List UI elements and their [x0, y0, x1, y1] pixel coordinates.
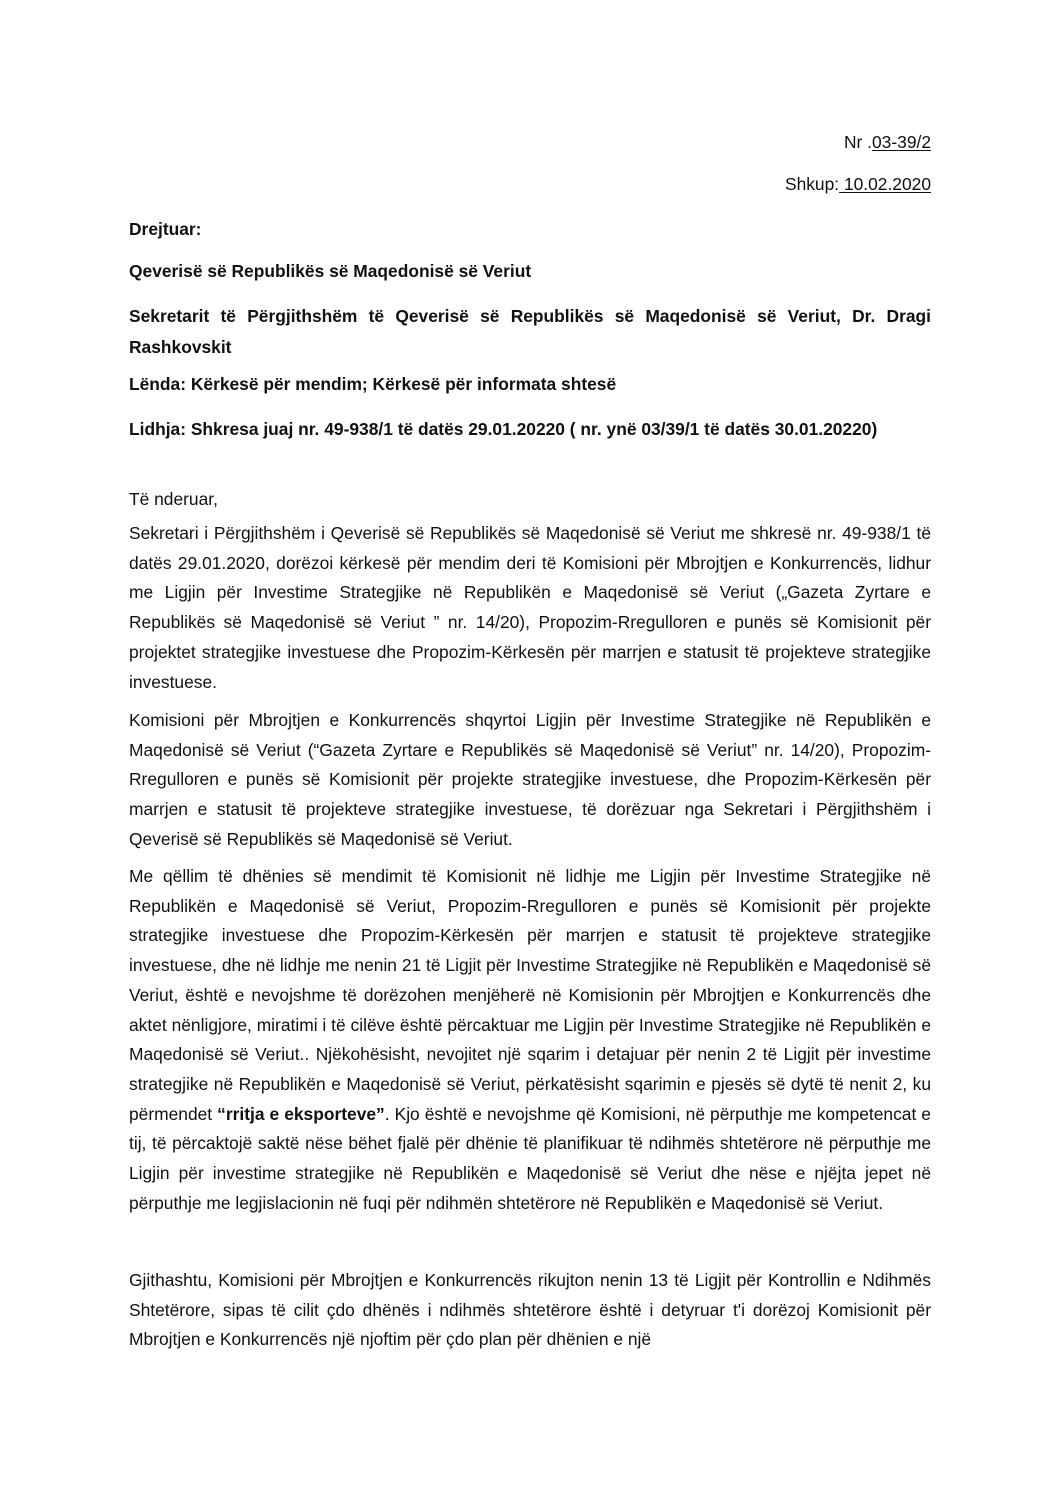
reference-line: Lidhja: Shkresa juaj nr. 49-938/1 të datës 29.01.20220 ( nr. ynë 03/39/1 të datës 30.01.20220)	[129, 419, 878, 439]
reference-number-value: 03-39/2	[872, 132, 931, 152]
body-paragraph-1: Sekretari i Përgjithshëm i Qeverisë së Republikës së Maqedonisë së Veriut me shkresë nr. 49-938/1 të datës 29.01.2020, dorëzoi kërkesë për mendim deri të Komisioni për Mbrojtjen e Konkurrencës, lidhur me Ligjin për Investime Strategjike në Republikën e Maqedonisë së Veriut („Gazeta Zyrtare e Republikës së Maqedonisë së Veriut ” nr. 14/20), Propozim-Rregulloren e punës së Komisionit për projektet strategjike investuese dhe Propozim-Kërkesën për marrjen e statusit të projekteve strategjike investuese.	[129, 523, 931, 692]
place-date	[785, 173, 931, 195]
addressee-label: Drejtuar:	[129, 219, 202, 239]
body-paragraph-3	[129, 862, 931, 1218]
place-label: Shkup:	[784, 174, 840, 194]
body-paragraph-3-text-end: . Kjo është e nevojshme që Komisioni, në përputhje me kompetencat e tij, të përcaktojë saktë nëse bëhet fjalë për dhënie të planifikuar të ndihmës shtetërore në përputhje me Ligjin për investime strategjike në Republikën e Maqedonisë së Veriut dhe nëse e njëjta jepet në përputhje me legjislacionin në fuqi për ndihmën shtetërore në Republikën e Maqedonisë së Veriut.	[129, 1103, 931, 1213]
addressee-secretary: Sekretarit të Përgjithshëm të Qeverisë së Republikës së Maqedonisë së Veriut, Dr. Dragi Rashkovskit	[129, 306, 931, 357]
greeting: Të nderuar,	[129, 489, 218, 509]
reference-number	[844, 131, 931, 153]
emphasized-quote: “rritja e eksporteve”	[217, 1103, 385, 1124]
letter-date: 10.02.2020	[839, 174, 931, 194]
subject-line: Lënda: Kërkesë për mendim; Kërkesë për informata shtesë	[129, 374, 617, 394]
addressee-government: Qeverisë së Republikës së Maqedonisë së Veriut	[129, 261, 532, 281]
body-paragraph-3-text-start: Me qëllim të dhënies së mendimit të Komisionit në lidhje me Ligjin për Investime Strategjike në Republikën e Maqedonisë së Veriut, Propozim-Rregulloren e punës së Komisionit për projekte strategjike investuese dhe Propozim-Kërkesën për marrjen e statusit të projekteve strategjike investuese, dhe në lidhje me nenin 21 të Ligjit për Investime Strategjike në Republikën e Maqedonisë së Veriut, është e nevojshme të dorëzohen menjëherë në Komisionin për Mbrojtjen e Konkurrencës dhe aktet nënligjore, miratimi i të cilëve është përcaktuar me Ligjin për Investime Strategjike në Republikën e Maqedonisë së Veriut.. Njëkohësisht, nevojitet një sqarim i detajuar për nenin 2 të Ligjit për investime strategjike në Republikën e Maqedonisë së Veriut, përkatësisht sqarimin e pjesës së dytë të nenit 2, ku përmendet	[129, 866, 931, 1124]
body-paragraph-4: Gjithashtu, Komisioni për Mbrojtjen e Konkurrencës rikujton nenin 13 të Ligjit për Kontrollin e Ndihmës Shtetërore, sipas të cilit çdo dhënës i ndihmës shtetërore është i detyruar t'i dorëzoj Komisionit për Mbrojtjen e Konkurrencës një njoftim për çdo plan për dhënien e një	[129, 1270, 931, 1350]
body-paragraph-2: Komisioni për Mbrojtjen e Konkurrencës shqyrtoi Ligjin për Investime Strategjike në Republikën e Maqedonisë së Veriut (“Gazeta Zyrtare e Republikës së Maqedonisë së Veriut” nr. 14/20), Propozim-Rregulloren e punës së Komisionit për projekte strategjike investuese, dhe Propozim-Kërkesën për marrjen e statusit të projekteve strategjike investuese, të dorëzuar nga Sekretari i Përgjithshëm i Qeverisë së Republikës së Maqedonisë së Veriut.	[129, 710, 931, 849]
reference-number-label: Nr .	[844, 132, 873, 152]
